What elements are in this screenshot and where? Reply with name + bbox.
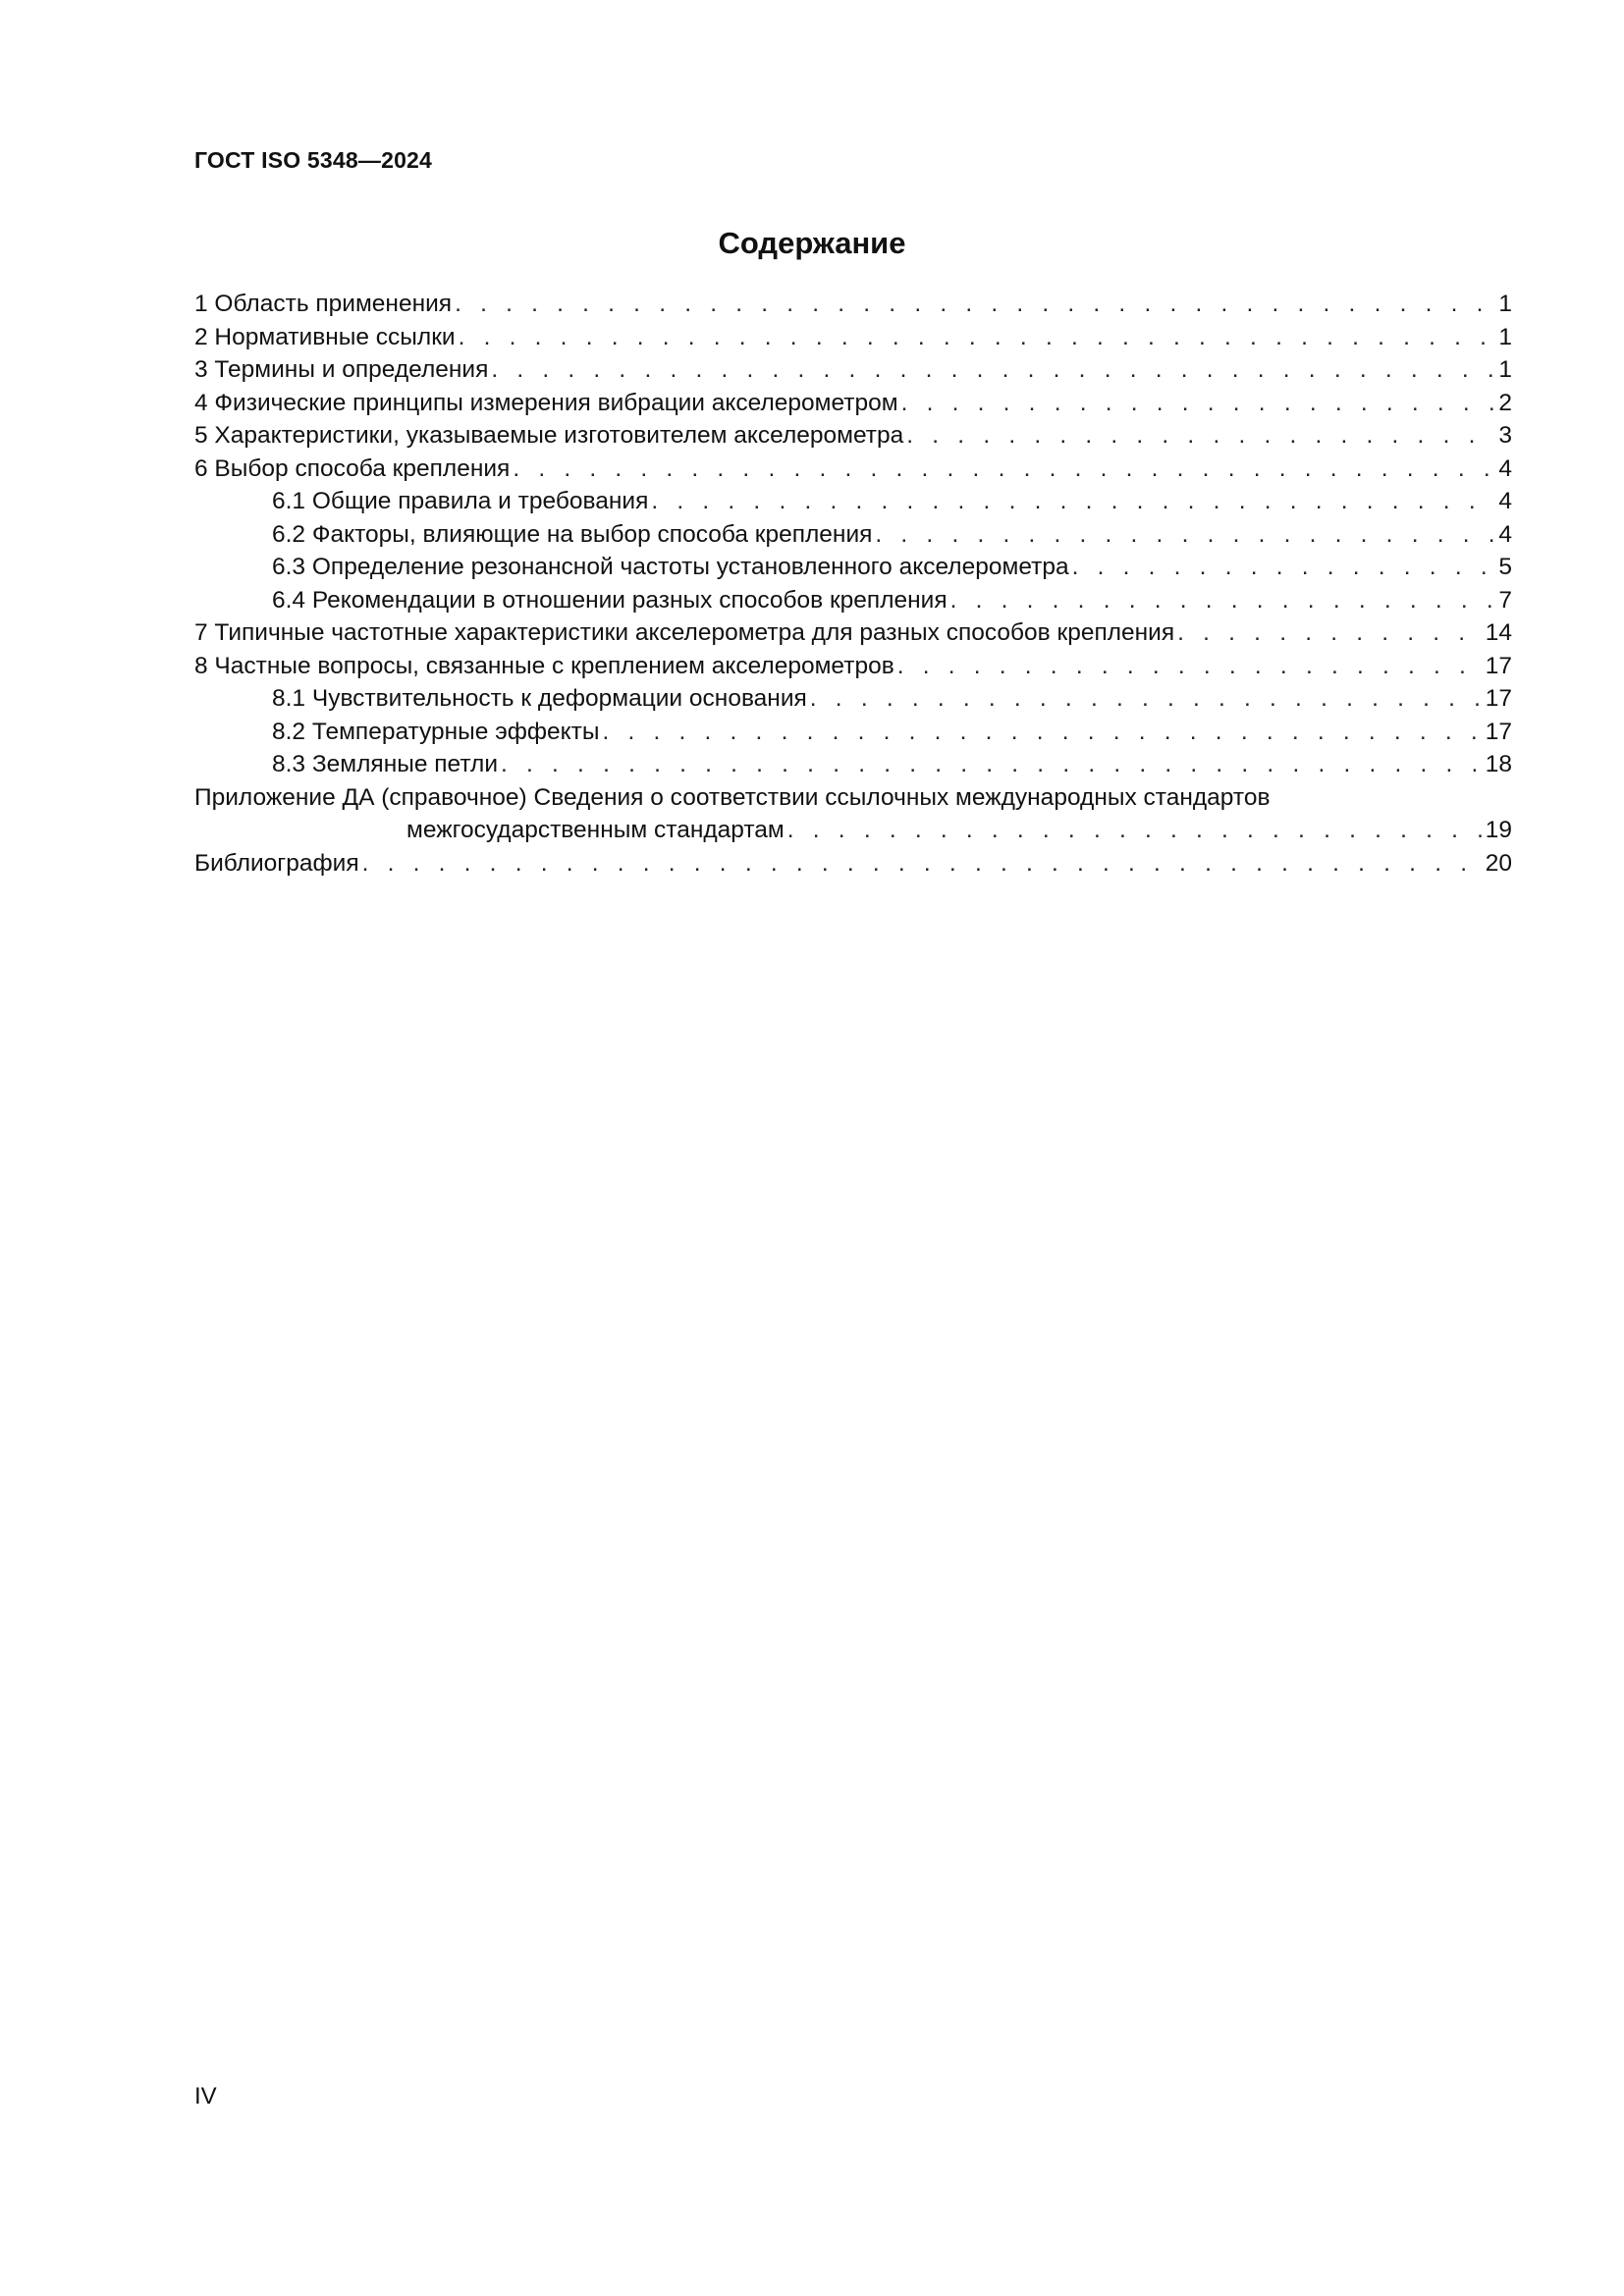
toc-page-number: 20 <box>1485 849 1512 877</box>
toc-entry-6-3[interactable] <box>194 551 1512 584</box>
toc-entry-1[interactable] <box>194 288 1512 321</box>
toc-entry-text: 8.2 Температурные эффекты <box>272 718 600 745</box>
toc-leader-dots <box>651 485 1495 518</box>
toc-page-number: 14 <box>1485 619 1512 646</box>
toc-entry-7[interactable] <box>194 616 1512 650</box>
toc-page-number: 4 <box>1498 520 1512 548</box>
document-code: ГОСТ ISO 5348—2024 <box>194 147 433 173</box>
toc-page-number: 17 <box>1485 718 1512 745</box>
table-of-contents <box>194 288 1512 880</box>
toc-page-number: 5 <box>1498 554 1512 580</box>
toc-page-number: 2 <box>1498 389 1512 416</box>
toc-entry-8-2[interactable] <box>194 716 1512 749</box>
toc-entry-text: Приложение ДА (справочное) Сведения о соответствии ссылочных международных стандартов <box>194 783 1271 811</box>
toc-entry-2[interactable] <box>194 321 1512 354</box>
toc-entry-text: Библиография <box>194 849 359 877</box>
toc-page-number: 4 <box>1498 454 1512 482</box>
toc-page-number: 1 <box>1498 291 1512 317</box>
toc-leader-dots <box>906 419 1495 453</box>
toc-entry-text: 6.1 Общие правила и требования <box>272 488 649 514</box>
toc-page-number: 19 <box>1485 817 1512 843</box>
toc-entry-text: 8 Частные вопросы, связанные с креплением акселерометров <box>194 652 894 679</box>
toc-entry-6[interactable] <box>194 453 1512 486</box>
toc-entry-6-4[interactable] <box>194 584 1512 617</box>
toc-leader-dots <box>1072 551 1495 584</box>
toc-page-number: 17 <box>1485 685 1512 712</box>
toc-entry-3[interactable] <box>194 353 1512 387</box>
toc-leader-dots <box>602 716 1482 749</box>
toc-entry-text: 6.3 Определение резонансной частоты установленного акселерометра <box>272 554 1069 580</box>
toc-entry-continuation-text: межгосударственным стандартам <box>406 817 785 843</box>
toc-entry-8-1[interactable] <box>194 682 1512 716</box>
toc-page-number: 18 <box>1485 751 1512 777</box>
toc-entry-text: 1 Область применения <box>194 291 453 317</box>
toc-leader-dots <box>901 387 1495 420</box>
toc-leader-dots <box>459 321 1495 354</box>
toc-entry-8[interactable] <box>194 650 1512 683</box>
toc-entry-text: 5 Характеристики, указываемые изготовителем акселерометра <box>194 422 904 449</box>
toc-leader-dots <box>491 353 1495 387</box>
toc-page-number: 4 <box>1498 488 1512 514</box>
toc-entry-text: 6.2 Факторы, влияющие на выбор способа крепления <box>272 520 873 548</box>
toc-entry-text: 4 Физические принципы измерения вибрации акселерометром <box>194 389 898 416</box>
toc-entry-text: 3 Термины и определения <box>194 356 489 383</box>
toc-page-number: 7 <box>1498 586 1512 614</box>
toc-entry-text: 6 Выбор способа крепления <box>194 454 511 482</box>
toc-leader-dots <box>875 518 1495 552</box>
toc-leader-dots <box>950 584 1495 617</box>
page-number: IV <box>194 2083 217 2109</box>
toc-entry-text: 8.1 Чувствительность к деформации основания <box>272 685 807 712</box>
toc-entry-text: 8.3 Земляные петли <box>272 751 499 777</box>
toc-entry-text: 2 Нормативные ссылки <box>194 323 456 350</box>
toc-leader-dots <box>362 847 1483 881</box>
toc-entry-8-3[interactable] <box>194 748 1512 781</box>
toc-page-number: 1 <box>1498 323 1512 350</box>
toc-entry-6-1[interactable] <box>194 485 1512 518</box>
toc-leader-dots <box>455 288 1495 321</box>
toc-entry-4[interactable] <box>194 387 1512 420</box>
toc-leader-dots <box>1177 616 1483 650</box>
toc-entry-appendix-da[interactable] <box>194 781 1512 847</box>
toc-entry-6-2[interactable] <box>194 518 1512 552</box>
toc-page-number: 17 <box>1485 652 1512 679</box>
toc-entry-5[interactable] <box>194 419 1512 453</box>
toc-page-number: 1 <box>1498 356 1512 383</box>
toc-leader-dots <box>787 814 1483 847</box>
toc-page-number: 3 <box>1498 422 1512 449</box>
toc-entry-text: 6.4 Рекомендации в отношении разных способов крепления <box>272 586 947 614</box>
toc-leader-dots <box>810 682 1483 716</box>
toc-leader-dots <box>501 748 1483 781</box>
toc-leader-dots <box>513 453 1495 486</box>
toc-entry-bibliography[interactable] <box>194 847 1512 881</box>
toc-title: Содержание <box>718 226 906 260</box>
toc-leader-dots <box>897 650 1483 683</box>
toc-entry-text: 7 Типичные частотные характеристики акселерометра для разных способов крепления <box>194 619 1175 646</box>
